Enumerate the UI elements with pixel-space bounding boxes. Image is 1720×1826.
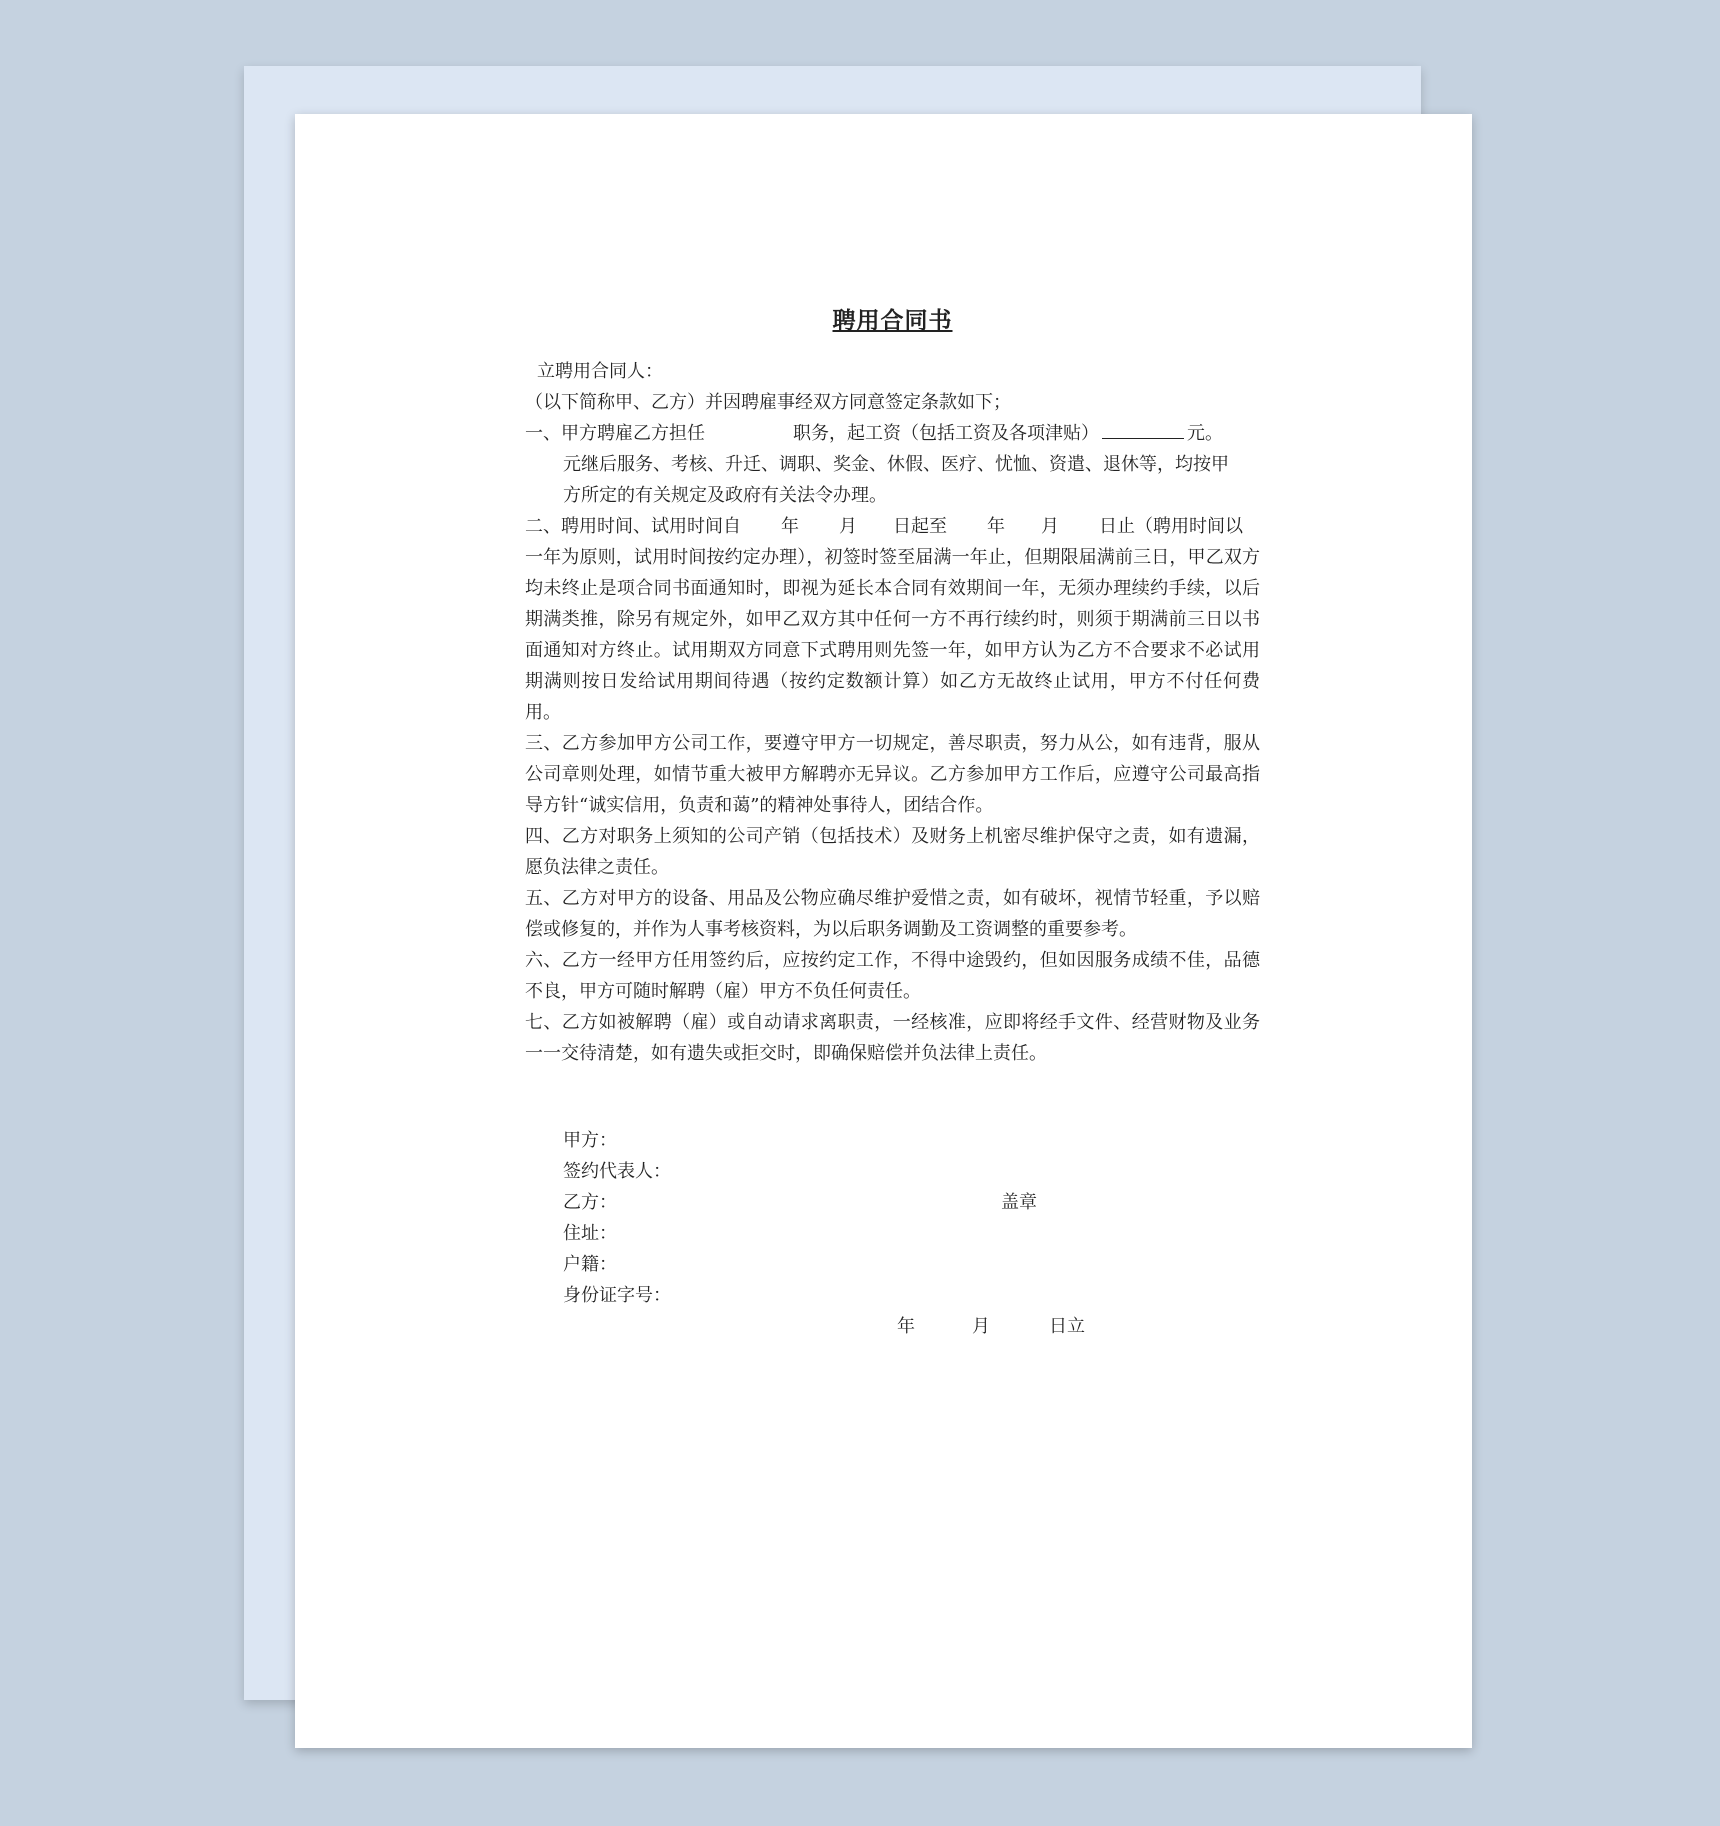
date-month: 月 — [972, 1316, 990, 1337]
contract-body — [525, 356, 1260, 1069]
date-row — [525, 1311, 1260, 1342]
party-a-row — [525, 1125, 1260, 1156]
household-label: 户籍： — [563, 1254, 617, 1275]
party-b-row — [525, 1187, 1260, 1218]
clause-1-line-3: 方所定的有关规定及政府有关法令办理。 — [563, 485, 887, 506]
document-title: 聘用合同书 — [832, 308, 953, 334]
clause-2-month-2: 月 — [1041, 516, 1059, 537]
clause-1-part-b: 职务，起工资（包括工资及各项津贴） — [793, 423, 1099, 444]
clause-2-month-1: 月 — [839, 516, 857, 537]
representative-label: 签约代表人： — [563, 1161, 671, 1182]
signature-block — [525, 1125, 1260, 1342]
clause-1-line-1 — [525, 418, 1260, 449]
clause-1-line-2: 元继后服务、考核、升迁、调职、奖金、休假、医疗、忧恤、资遣、退休等，均按甲 — [563, 454, 1229, 475]
intro-line: 立聘用合同人： — [537, 361, 663, 382]
address-row — [525, 1218, 1260, 1249]
document-page — [295, 114, 1472, 1748]
representative-row — [525, 1156, 1260, 1187]
id-number-label: 身份证字号： — [563, 1285, 671, 1306]
clause-3: 三、乙方参加甲方公司工作，要遵守甲方一切规定，善尽职责，努力从公，如有违背，服从公司章则处理，如情节重大被甲方解聘亦无异议。乙方参加甲方工作后，应遵守公司最高指导方针“诚实信用，负责和蔼”的精神处事待人，团结合作。 — [525, 733, 1260, 816]
clause-2-part-c: 日止（聘用时间以 — [1099, 516, 1243, 537]
preamble-line: （以下简称甲、乙方）并因聘雇事经双方同意签定条款如下； — [525, 392, 1011, 413]
clause-6: 六、乙方一经甲方任用签约后，应按约定工作，不得中途毁约，但如因服务成绩不佳，品德不良，甲方可随时解聘（雇）甲方不负任何责任。 — [525, 950, 1260, 1002]
date-year: 年 — [897, 1316, 915, 1337]
clause-2-year-2: 年 — [987, 516, 1005, 537]
clause-7: 七、乙方如被解聘（雇）或自动请求离职责，一经核准，应即将经手文件、经营财物及业务一一交待清楚，如有遗失或拒交时，即确保赔偿并负法律上责任。 — [525, 1012, 1260, 1064]
clause-2-line-1 — [525, 511, 1260, 542]
id-number-row — [525, 1280, 1260, 1311]
clause-1-part-c: 元。 — [1187, 423, 1223, 444]
clause-2-part-b: 日起至 — [893, 516, 947, 537]
clause-4: 四、乙方对职务上须知的公司产销（包括技术）及财务上机密尽维护保守之责，如有遗漏，愿负法律之责任。 — [525, 826, 1260, 878]
clause-2-part-a: 二、聘用时间、试用时间自 — [525, 516, 741, 537]
salary-blank-line — [1102, 424, 1184, 439]
seal-label: 盖章 — [1001, 1192, 1037, 1213]
clause-1-part-a: 一、甲方聘雇乙方担任 — [525, 423, 705, 444]
address-label: 住址： — [563, 1223, 617, 1244]
clause-5: 五、乙方对甲方的设备、用品及公物应确尽维护爱惜之责，如有破坏，视情节轻重，予以赔偿或修复的，并作为人事考核资料，为以后职务调勤及工资调整的重要参考。 — [525, 888, 1260, 940]
clause-2-year-1: 年 — [781, 516, 799, 537]
party-b-label: 乙方： — [563, 1192, 617, 1213]
household-row — [525, 1249, 1260, 1280]
date-day: 日立 — [1049, 1316, 1085, 1337]
party-a-label: 甲方： — [563, 1130, 617, 1151]
clause-2-body: 一年为原则，试用时间按约定办理），初签时签至届满一年止，但期限届满前三日，甲乙双方均未终止是项合同书面通知时，即视为延长本合同有效期间一年，无须办理续约手续，以后期满类推，除另有规定外，如甲乙双方其中任何一方不再行续约时，则须于期满前三日以书面通知对方终止。试用期双方同意下式聘用则先签一年，如甲方认为乙方不合要求不必试用期满则按日发给试用期间待遇（按约定数额计算）如乙方无故终止试用，甲方不付任何费用。 — [525, 547, 1260, 723]
